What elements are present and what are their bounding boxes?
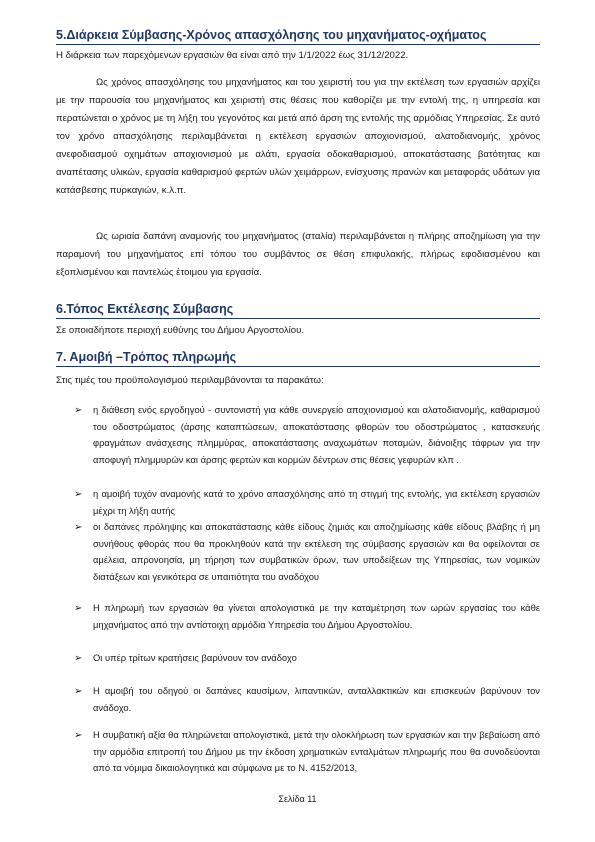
list-item: η διάθεση ενός εργοδηγού - συντονιστή για κάθε συνεργείο αποχιονισμού και αλατοδιανομής, καθαρισμού του οδοστρώματος (άρσης καταπτώσεων, αποκατάστασης φθορών του οδοστρώματος , κατασκευής φραγμάτων ανάσχεσης πλημμύρας, αποκατάστασης αναχωμάτων ποταμών, διάνοιξης τάφρων για την αποφυγή πλημμυρών και άρσης φερτών και κορμών δέντρων στις θέσεις γεφυρών κλπ . (93, 404, 540, 466)
bullet-arrow-icon: ➢ (74, 686, 83, 697)
bullet-arrow-icon: ➢ (74, 730, 83, 741)
list-item: Η πληρωμή των εργασιών θα γίνεται απολογιστικά με την καταμέτρηση των ωρών εργασίας του κάθε μηχανήματος από την αντίστοιχη αρμόδια Υπηρεσία του Δήμου Αργοστολίου. (93, 602, 540, 630)
section-6-location-text: Σε οποιαδήποτε περιοχή ευθύνης του Δήμου Αργοστολίου. (56, 325, 305, 336)
bullet-arrow-icon: ➢ (74, 603, 83, 614)
list-item: οι δαπάνες πρόληψης και αποκατάστασης κάθε είδους ζημιάς και αποζημίωσης κάθε είδους βλάβης ή μη συνήθους φθοράς που θα προκληθούν κατά την εκτέλεση της σύμβασης εργασιών και θα οφείλονται σε αμέλεια, απρονοησία, μη τήρηση των συμβατικών όρων, των υποδείξεων της Υπηρεσίας, των νομικών διατάξεων και γενικότερα σε υπαιτιότητα του αναδόχου (93, 521, 540, 583)
section-5-heading: 5.Διάρκεια Σύμβασης-Χρόνος απασχόλησης του μηχανήματος-οχήματος (56, 28, 540, 45)
bullet-arrow-icon: ➢ (74, 653, 83, 664)
bullet-arrow-icon: ➢ (74, 489, 83, 500)
list-item: Οι υπέρ τρίτων κρατήσεις βαρύνουν τον ανάδοχο (93, 652, 297, 663)
section-5-duration-text: Η διάρκεια των παρεχόμενων εργασιών θα είναι από την 1/1/2022 έως 31/12/2022. (56, 50, 409, 61)
section-7-intro-text: Στις τιμές του προϋπολογισμού περιλαμβάνονται τα παρακάτω: (56, 375, 324, 386)
bullet-arrow-icon: ➢ (74, 522, 83, 533)
page-number: Σελίδα 11 (278, 794, 317, 804)
section-6-heading: 6.Τόπος Εκτέλεσης Σύμβασης (56, 302, 540, 319)
bullet-arrow-icon: ➢ (74, 405, 83, 416)
list-item: Η αμοιβή του οδηγού οι δαπάνες καυσίμων, λιπαντικών, ανταλλακτικών και επισκευών βαρύνουν τον ανάδοχο. (93, 685, 540, 713)
list-item: η αμοιβή τυχόν αναμονής κατά το χρόνο απασχόλησης από τη στιγμή της εντολής, για εκτέλεση εργασιών μέχρι τη λήξη αυτής (93, 488, 540, 516)
section-5-working-time-text: Ως χρόνος απασχόλησης του μηχανήματος και του χειριστή του για την εκτέλεση των εργασιών αρχίζει με την παρουσία του μηχανήματος και χειριστή στις θέσεις που καθορίζει με την εντολή της, η υπηρεσία και περατώνεται ο χρόνος με τη λήξη του γεγονότος και μετά από άρση της εντολής της αρμόδιας Υπηρεσίας. Σε αυτό τον χρόνο απασχόλησης περιλαμβάνεται η εκτέλεση εργασιών αποχιονισμού, αλατοδιανομής, χρόνος ανεφοδιασμού οχημάτων αποχιονισμού με αλάτι, εργασία οδοκαθαρισμού, αποκατάστασης βατότητας και αναπέτασης υλικών, εργασία καθαρισμού φερτών υλών χειμάρρων, ενίσχυσης πρανών και μεταφοράς υδάτων για κατάσβεσης πυρκαγιών, κ.λ.π. (56, 77, 540, 196)
list-item: Η συμβατική αξία θα πληρώνεται απολογιστικά, μετά την ολοκλήρωση των εργασιών και την βεβαίωση από την αρμόδια επιτροπή του Δήμου με την έκδοση χρηματικών ενταλμάτων πληρωμής που θα συνοδεύονται από τα νόμιμα δικαιολογητικά και σύμφωνα με το Ν. 4152/2013, (93, 729, 540, 774)
section-5-standby-cost-text: Ως ωριαία δαπάνη αναμονής του μηχανήματος (σταλία) περιλαμβάνεται η πλήρης αποζημίωση για την παραμονή του μηχανήματος επί τόπου του συμβάντος σε θέση επιφυλακής, πλήρως εφοδιασμένου και εξοπλισμένου και παντελώς έτοιμου για εργασία. (56, 231, 540, 278)
section-7-heading: 7. Αμοιβή –Τρόπος πληρωμής (56, 350, 540, 367)
